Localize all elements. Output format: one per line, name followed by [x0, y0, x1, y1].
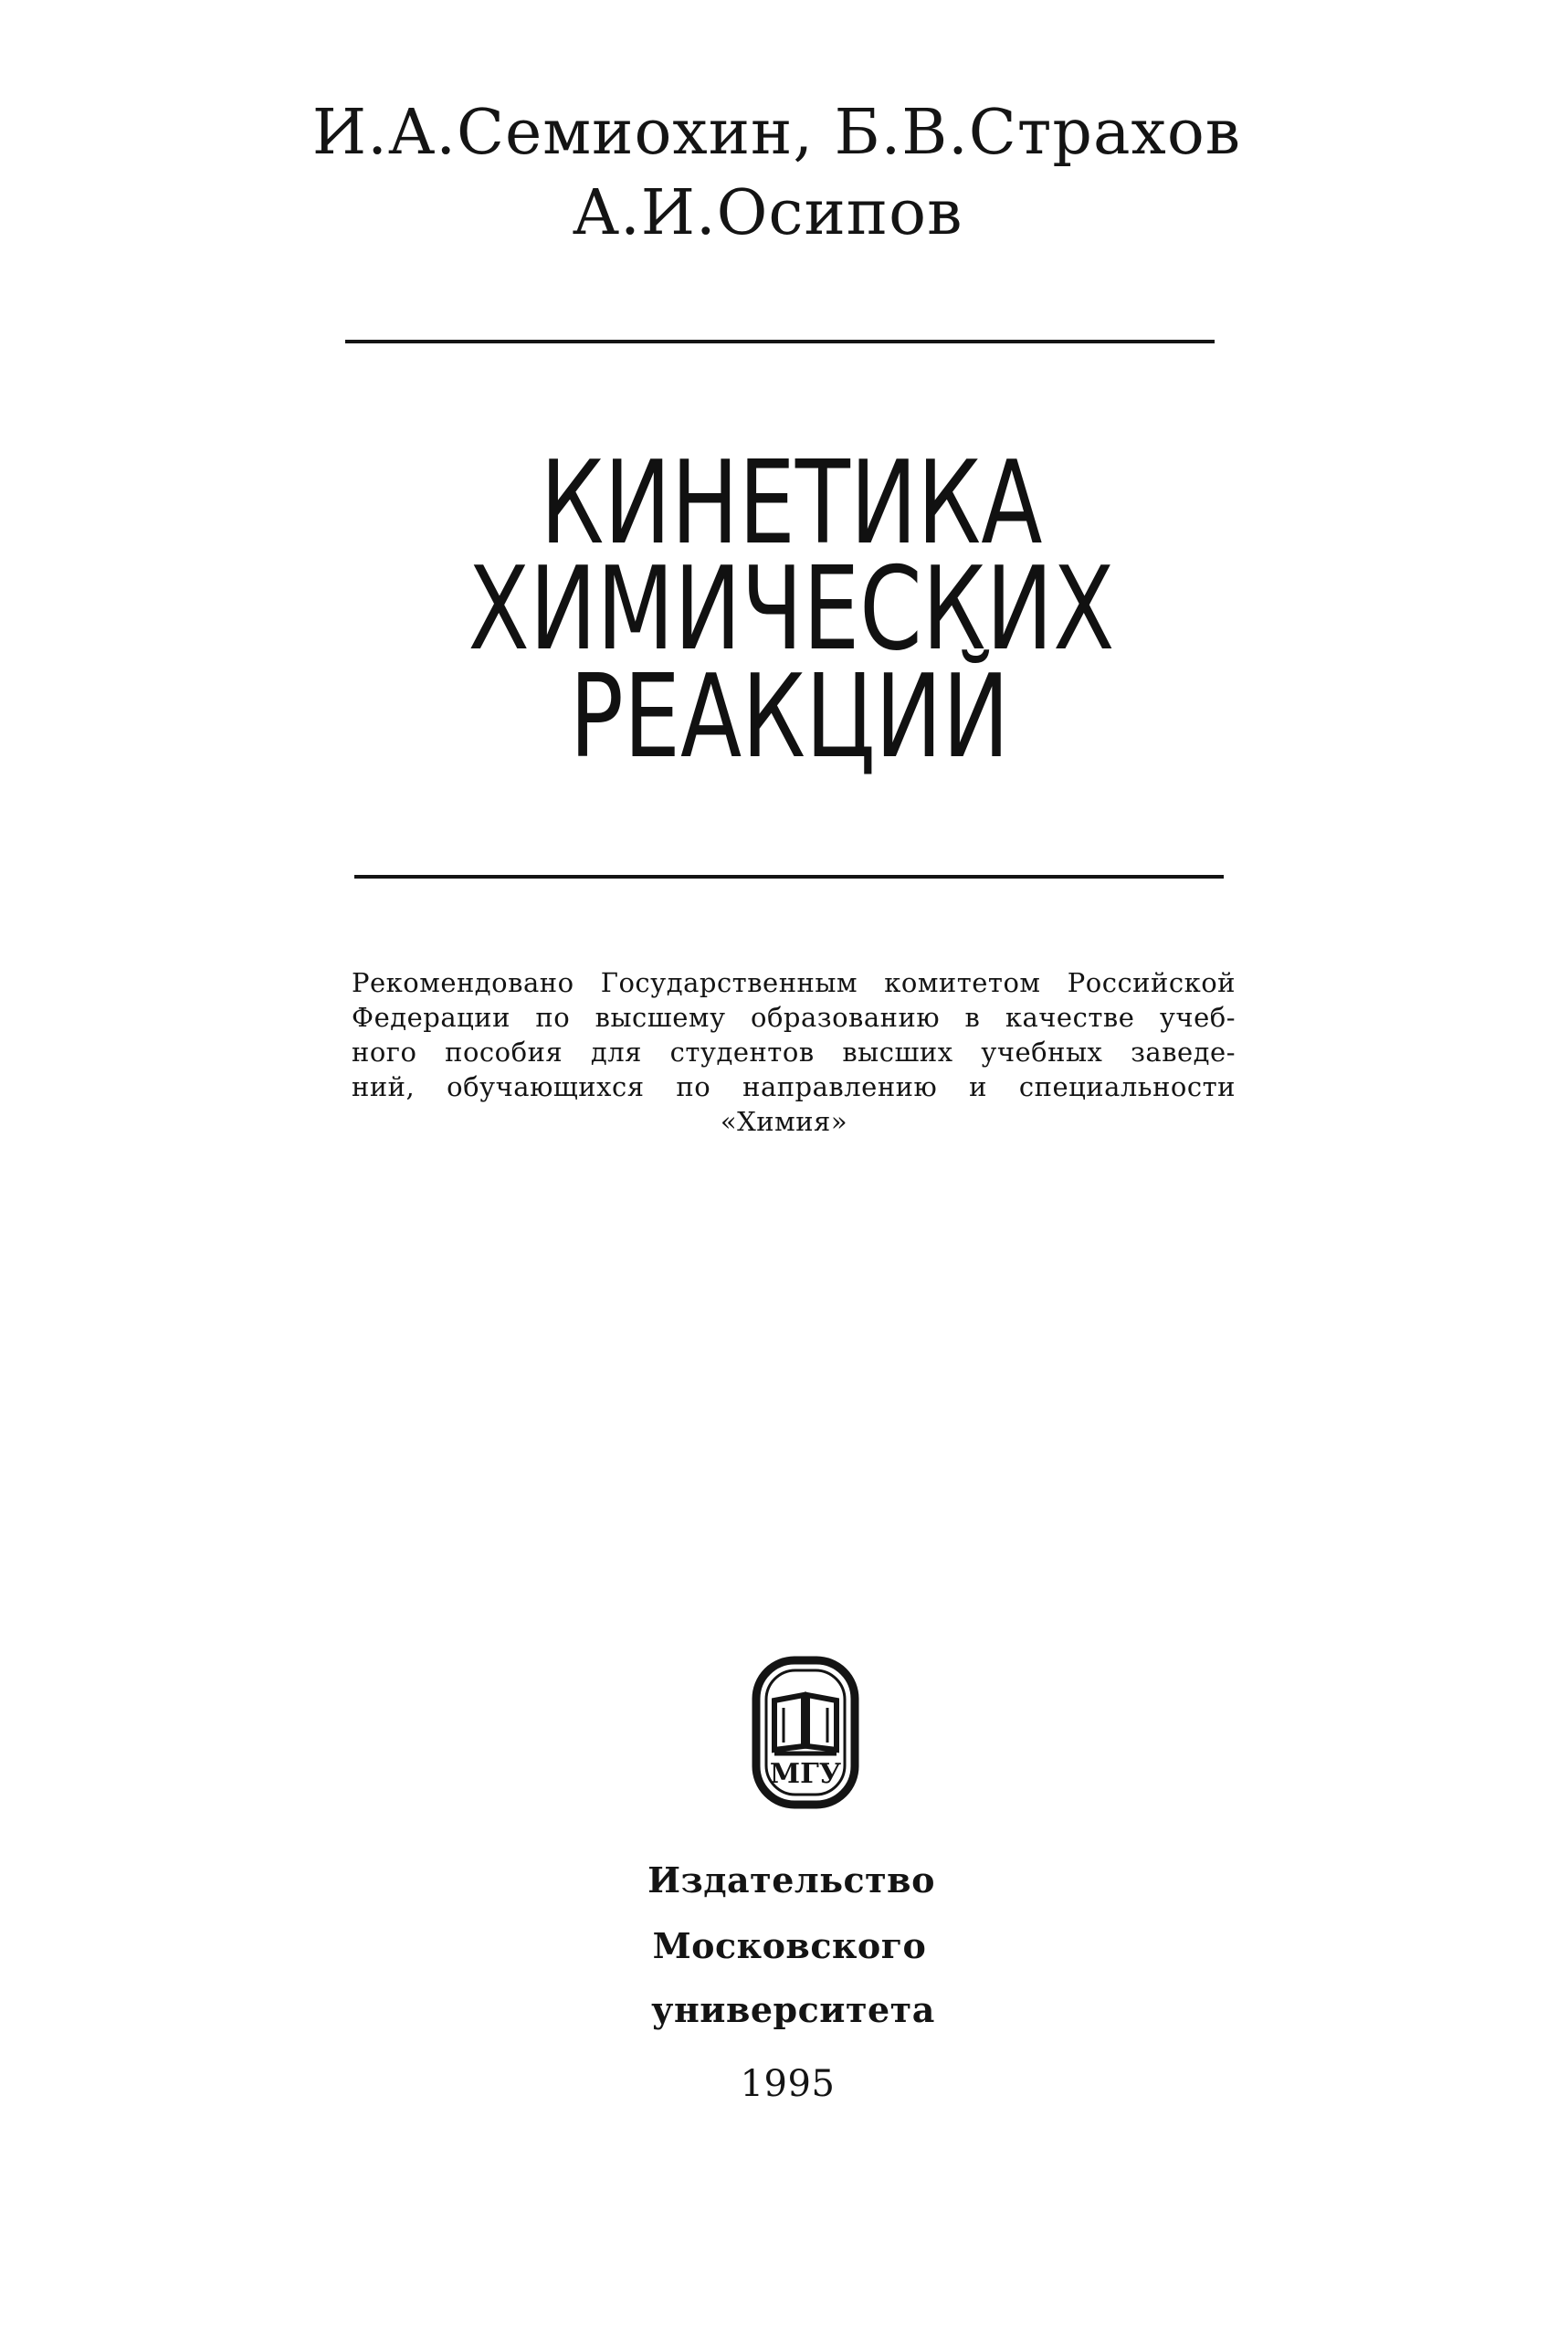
divider-top — [345, 340, 1215, 343]
recommendation-line-1: Рекомендовано Государственным комитетом Российской — [352, 967, 1236, 998]
recommendation-line-5: «Химия» — [720, 1106, 848, 1137]
book-title-line-3: РЕАКЦИЙ — [569, 649, 1010, 784]
author-line-2: А.И.Осипов — [572, 177, 963, 249]
author-line-1: И.А.Семиохин, Б.В.Страхов — [311, 97, 1242, 169]
logo-text: МГУ — [769, 1758, 842, 1790]
recommendation-line-2: Федерации по высшему образованию в качестве учеб- — [352, 1002, 1236, 1033]
recommendation-line-4: ний, обучающихся по направлению и специальности — [352, 1071, 1236, 1102]
publisher-line-2: Московского — [652, 1925, 927, 1966]
msu-logo — [751, 1655, 860, 1810]
book-title-line-1: КИНЕТИКА — [540, 436, 1043, 570]
divider-bottom — [354, 875, 1224, 879]
publisher-line-3: университета — [651, 1989, 935, 2030]
recommendation-line-3: ного пособия для студентов высших учебных заведе- — [352, 1037, 1236, 1068]
open-book-icon — [774, 1695, 837, 1753]
publisher-line-1: Издательство — [647, 1859, 935, 1901]
publication-year: 1995 — [740, 2063, 836, 2105]
book-title-line-2: ХИМИЧЕСКИХ — [468, 542, 1115, 676]
